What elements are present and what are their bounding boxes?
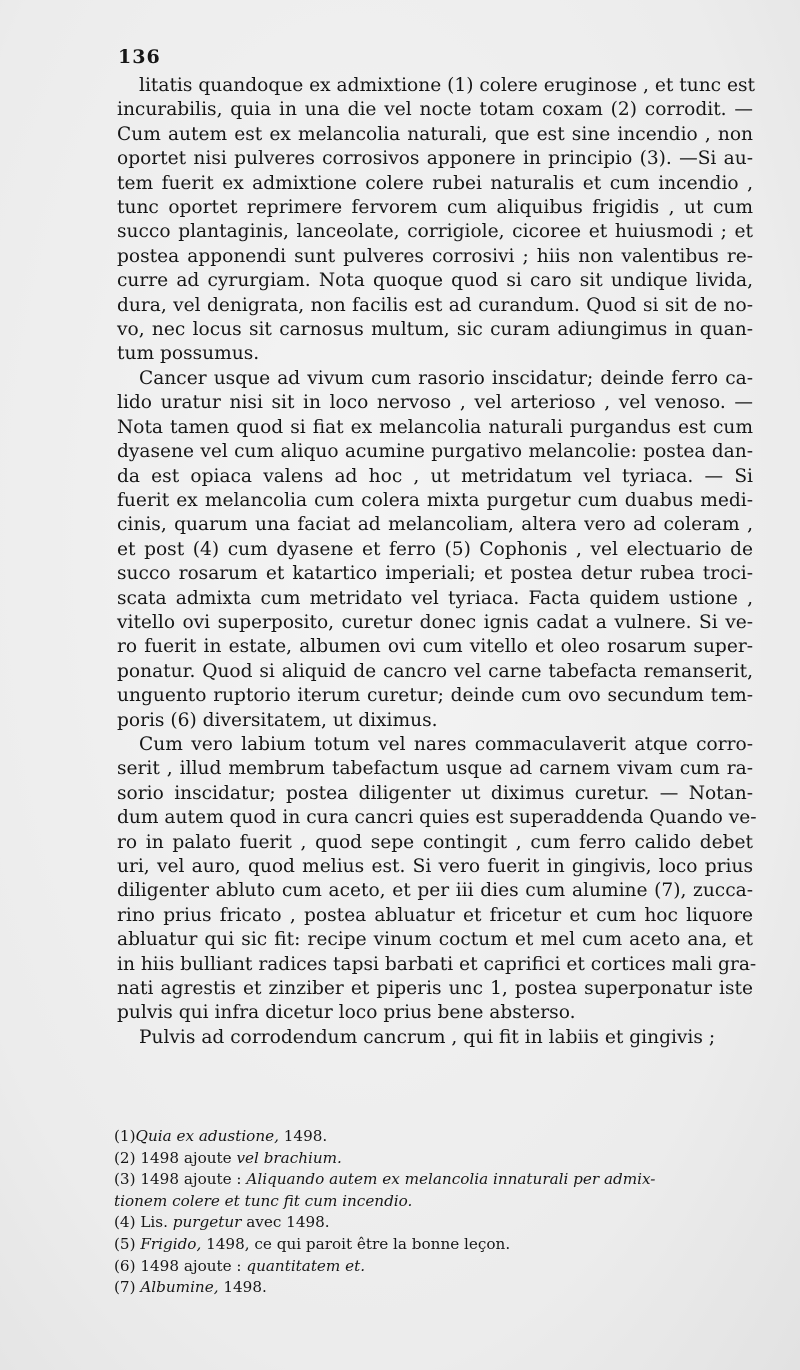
footnote-italic-text: Aliquando autem ex melancolia innaturali per admix-: [246, 1170, 656, 1189]
footnotes: [114, 1126, 756, 1299]
text-line: pulvis qui infra dicetur loco prius bene absterso.: [117, 1002, 576, 1024]
footnote-text: 1498, ce qui paroit être la bonne leçon.: [201, 1234, 511, 1253]
footnote-number: (1): [114, 1127, 136, 1145]
text-line: Pulvis ad corrodendum cancrum , qui fit in labiis et gingivis ;: [139, 1026, 716, 1048]
text-line: tem fuerit ex admixtione colere rubei naturalis et cum incendio ,: [117, 172, 753, 194]
text-line: dyasene vel cum aliquo acumine purgativo melancolie: postea dan-: [117, 441, 753, 463]
paragraph-3: [117, 733, 757, 1026]
footnote-italic-text: quantitatem et.: [246, 1256, 366, 1275]
footnote: [114, 1148, 756, 1170]
footnote-text: 1498 ajoute: [135, 1148, 237, 1167]
text-line: nati agrestis et zinziber et piperis unc 1, postea superponatur iste: [117, 978, 753, 1000]
body-text: [117, 74, 757, 1050]
text-line: vitello ovi superposito, curetur donec ignis cadat a vulnere. Si ve-: [117, 611, 753, 633]
footnote-number: (3): [114, 1170, 136, 1189]
text-line: Nota tamen quod si fiat ex melancolia naturali purgandus est cum: [117, 416, 753, 438]
footnote: [114, 1191, 756, 1213]
footnote: [114, 1126, 756, 1148]
footnote-text: 1498.: [278, 1127, 328, 1145]
footnote-number: (7): [114, 1278, 136, 1297]
footnote-italic-text: vel brachium.: [236, 1148, 342, 1167]
text-line: in hiis bulliant radices tapsi barbati et caprifici et cortices mali gra-: [117, 953, 757, 975]
footnote: [114, 1277, 756, 1299]
footnote-italic-text: Frigido,: [135, 1234, 202, 1253]
footnote-italic-text: purgetur: [172, 1213, 242, 1232]
footnote: [114, 1169, 756, 1191]
text-line: tum possumus.: [117, 343, 260, 365]
text-line: ro in palato fuerit , quod sepe contingit , cum ferro calido debet: [117, 831, 753, 853]
text-line: abluatur qui sic fit: recipe vinum coctum et mel cum aceto ana, et: [117, 929, 753, 951]
text-line: cinis, quarum una faciat ad melancoliam, altera vero ad coleram ,: [117, 514, 753, 536]
text-line: unguento ruptorio iterum curetur; deinde cum ovo secundum tem-: [117, 685, 753, 707]
footnote-italic-text: tionem colere et tunc fit cum incendio.: [114, 1191, 413, 1210]
footnote-number: (4): [114, 1213, 136, 1232]
text-line: succo rosarum et katartico imperiali; et postea detur rubea troci-: [117, 563, 753, 585]
text-line: scata admixta cum metridato vel tyriaca. Facta quidem ustione ,: [117, 587, 753, 609]
text-line: poris (6) diversitatem, ut diximus.: [117, 709, 438, 731]
paragraph-4: [117, 1026, 753, 1050]
text-line: fuerit ex melancolia cum colera mixta purgetur cum duabus medi-: [117, 489, 753, 511]
text-line: sorio inscidatur; postea diligenter ut diximus curetur. — Notan-: [117, 782, 753, 804]
text-line: et post (4) cum dyasene et ferro (5) Cophonis , vel electuario de: [117, 538, 753, 560]
text-line: lido uratur nisi sit in loco nervoso , vel arterioso , vel venoso. —: [117, 392, 753, 414]
footnote-italic-text: Albumine,: [135, 1278, 219, 1297]
footnote-italic-text: Quia ex adustione,: [135, 1127, 279, 1145]
paragraph-1: [117, 74, 756, 367]
text-line: incurabilis, quia in una die vel nocte totam coxam (2) corrodit. —: [117, 99, 753, 121]
footnote-number: (2): [114, 1148, 136, 1167]
footnote-number: (6): [114, 1256, 136, 1275]
footnote-text: 1498 ajoute :: [135, 1256, 247, 1275]
text-line: Cum vero labium totum vel nares commaculaverit atque corro-: [139, 733, 753, 755]
footnote-text: avec 1498.: [241, 1213, 330, 1232]
page-number: 136: [118, 46, 161, 68]
text-line: ponatur. Quod si aliquid de cancro vel carne tabefacta remanserit,: [117, 660, 753, 682]
text-line: succo plantaginis, lanceolate, corrigiole, cicoree et huiusmodi ; et: [117, 221, 753, 243]
text-line: ro fuerit in estate, albumen ovi cum vitello et oleo rosarum super-: [117, 636, 753, 658]
text-line: Cum autem est ex melancolia naturali, que est sine incendio , non: [117, 123, 753, 145]
text-line: oportet nisi pulveres corrosivos apponere in principio (3). —Si au-: [117, 148, 753, 170]
text-line: uri, vel auro, quod melius est. Si vero fuerit in gingivis, loco prius: [117, 856, 753, 877]
text-line: da est opiaca valens ad hoc , ut metridatum vel tyriaca. — Si: [117, 465, 753, 487]
text-line: dura, vel denigrata, non facilis est ad curandum. Quod si sit de no-: [117, 294, 753, 316]
footnote-number: (5): [114, 1234, 136, 1253]
text-line: dum autem quod in cura cancri quies est superaddenda Quando ve-: [117, 807, 757, 829]
text-line: tunc oportet reprimere fervorem cum aliquibus frigidis , ut cum: [117, 197, 753, 219]
text-line: curre ad cyrurgiam. Nota quoque quod si caro sit undique livida,: [117, 270, 753, 292]
footnote: [114, 1212, 756, 1234]
footnote-text: 1498.: [218, 1278, 267, 1297]
text-line: litatis quandoque ex admixtione (1) colere eruginose , et tunc est: [139, 75, 756, 96]
text-line: postea apponendi sunt pulveres corrosivi ; hiis non valentibus re-: [117, 245, 753, 267]
text-line: vo, nec locus sit carnosus multum, sic curam adiungimus in quan-: [117, 319, 753, 341]
footnote: [114, 1256, 756, 1278]
footnote: [114, 1234, 756, 1256]
footnote-text: Lis.: [135, 1213, 173, 1232]
paragraph-2: [117, 367, 753, 733]
text-line: diligenter abluto cum aceto, et per iii dies cum alumine (7), zucca-: [117, 880, 753, 902]
text-line: Cancer usque ad vivum cum rasorio inscidatur; deinde ferro ca-: [139, 367, 753, 389]
text-line: serit , illud membrum tabefactum usque ad carnem vivam cum ra-: [117, 758, 753, 780]
footnote-text: 1498 ajoute :: [135, 1170, 247, 1189]
text-line: rino prius fricato , postea abluatur et fricetur et cum hoc liquore: [117, 904, 753, 926]
